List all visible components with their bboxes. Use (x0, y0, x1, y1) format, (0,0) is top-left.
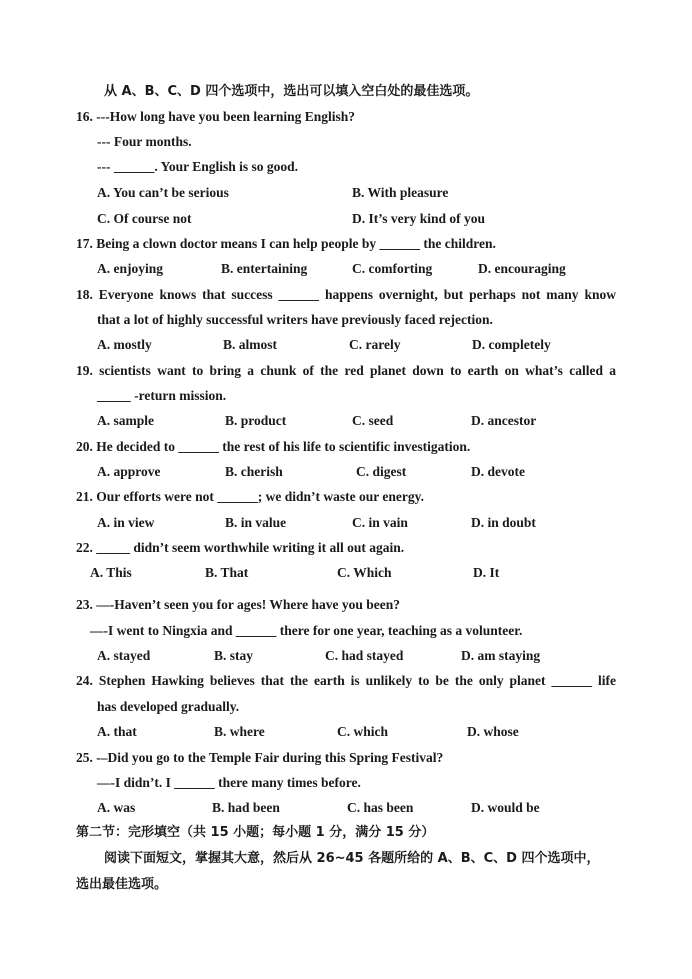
q18-option-a: A. mostly (97, 337, 152, 352)
q19-option-c: C. seed (352, 413, 394, 428)
q16-stem: 16. ---How long have you been learning English? (76, 109, 356, 124)
q17-stem: 17. Being a clown doctor means I can help people by ______ the children. (76, 236, 496, 251)
q25-option-c: C. has been (347, 800, 414, 815)
q24-stem: 24. Stephen Hawking believes that the earth is unlikely to be the only planet ______ life (76, 673, 616, 688)
q17-option-a: A. enjoying (97, 261, 164, 276)
q25-option-a: A. was (97, 800, 136, 815)
q23-line2: —-I went to Ningxia and ______ there for one year, teaching as a volunteer. (90, 623, 523, 638)
q24-option-a: A. that (97, 724, 137, 739)
q16-line3: --- ______. Your English is so good. (97, 159, 299, 174)
section2-intro-line1: 阅读下面短文，掌握其大意，然后从 26~45 各题所给的 A、B、C、D 四个选项中， (104, 851, 600, 866)
q23-stem: 23. —-Haven’t seen you for ages! Where have you been? (76, 597, 400, 612)
q20-stem: 20. He decided to ______ the rest of his life to scientific investigation. (76, 439, 471, 454)
q23-option-d: D. am staying (461, 648, 541, 663)
q22-option-a: A. This (90, 565, 132, 580)
q21-option-b: B. in value (225, 515, 287, 530)
q24-option-d: D. whose (467, 724, 519, 739)
q16-option-b: B. With pleasure (352, 185, 449, 200)
q16-option-d: D. It’s very kind of you (352, 211, 486, 226)
q22-option-d: D. It (473, 565, 500, 580)
q23-option-c: C. had stayed (325, 648, 404, 663)
q19-option-d: D. ancestor (471, 413, 537, 428)
q16-option-c: C. Of course not (97, 211, 192, 226)
q19-option-a: A. sample (97, 413, 154, 428)
instruction: 从 A、B、C、D 四个选项中，选出可以填入空白处的最佳选项。 (104, 84, 479, 99)
q20-option-b: B. cherish (225, 464, 283, 479)
q21-option-d: D. in doubt (471, 515, 536, 530)
q25-line2: —-I didn’t. I ______ there many times before. (97, 775, 361, 790)
q17-option-c: C. comforting (352, 261, 433, 276)
q18-option-b: B. almost (223, 337, 277, 352)
q16-option-a: A. You can’t be serious (97, 185, 229, 200)
q17-option-b: B. entertaining (221, 261, 308, 276)
q25-option-d: D. would be (471, 800, 540, 815)
q21-option-a: A. in view (97, 515, 155, 530)
q18-stem: 18. Everyone knows that success ______ happens overnight, but perhaps not many know (76, 287, 616, 302)
q21-option-c: C. in vain (352, 515, 408, 530)
q18-option-c: C. rarely (349, 337, 401, 352)
q16-line2: --- Four months. (97, 134, 192, 149)
q24-line2: has developed gradually. (97, 699, 240, 714)
q24-option-b: B. where (214, 724, 265, 739)
q20-option-c: C. digest (356, 464, 407, 479)
q22-option-b: B. That (205, 565, 249, 580)
q21-stem: 21. Our efforts were not ______; we didn’t waste our energy. (76, 489, 424, 504)
q23-option-a: A. stayed (97, 648, 151, 663)
q18-option-d: D. completely (472, 337, 551, 352)
q20-option-d: D. devote (471, 464, 525, 479)
section2-heading: 第二节：完形填空（共 15 小题；每小题 1 分，满分 15 分） (76, 825, 435, 840)
q24-option-c: C. which (337, 724, 389, 739)
q22-option-c: C. Which (337, 565, 392, 580)
section2-intro-line2: 选出最佳选项。 (76, 877, 168, 892)
q23-option-b: B. stay (214, 648, 254, 663)
q18-line2: that a lot of highly successful writers have previously faced rejection. (97, 312, 493, 327)
q25-stem: 25. -–Did you go to the Temple Fair during this Spring Festival? (76, 750, 444, 765)
q19-line2: _____ -return mission. (97, 388, 227, 403)
q20-option-a: A. approve (97, 464, 161, 479)
q17-option-d: D. encouraging (478, 261, 566, 276)
q25-option-b: B. had been (212, 800, 280, 815)
q19-stem: 19. scientists want to bring a chunk of the red planet down to earth on what’s called a (76, 363, 616, 378)
q22-stem: 22. _____ didn’t seem worthwhile writing it all out again. (76, 540, 405, 555)
q19-option-b: B. product (225, 413, 287, 428)
